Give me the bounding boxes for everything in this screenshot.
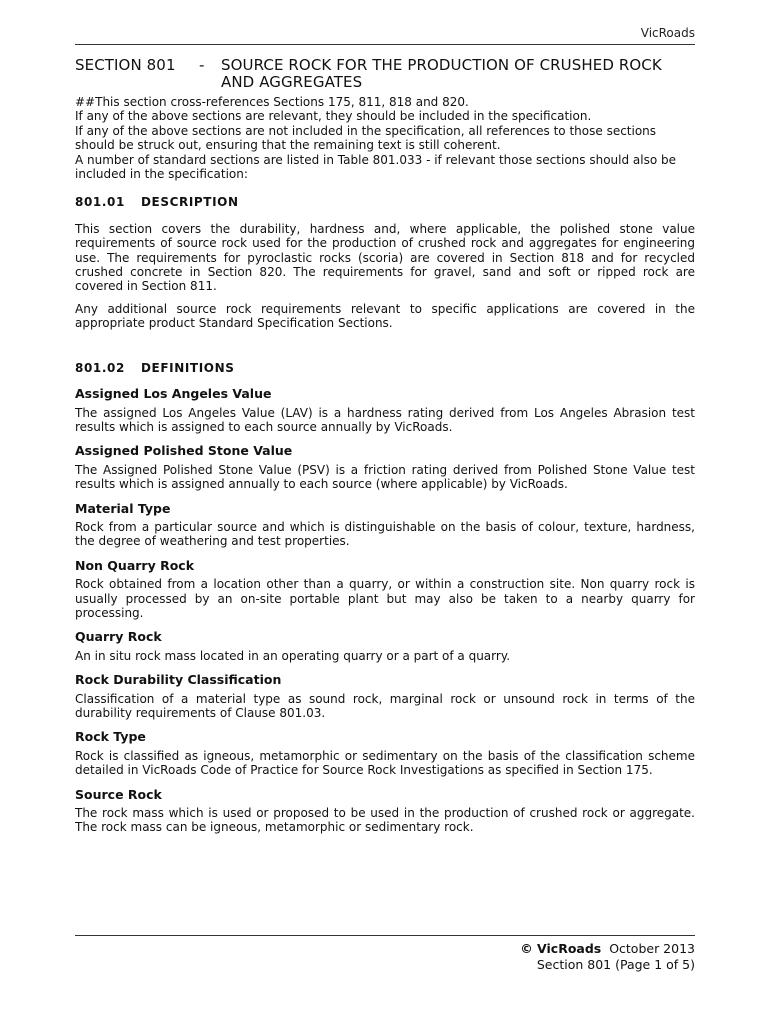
definition-term: Source Rock — [75, 786, 162, 802]
definition-text: Classification of a material type as sound rock, marginal rock or unsound rock in terms of the durability requirements of Clause 801.03. — [75, 691, 695, 720]
footer — [520, 941, 695, 972]
header-brand: VicRoads — [640, 26, 695, 40]
description-paragraph: This section covers the durability, hardness and, where applicable, the polished stone value requirements of source rock used for the production of crushed rock and aggregates for engineering use. The requirements for pyroclastic rocks (scoria) are covered in Section 818 and for recycled crushed concrete in Section 820. The requirements for gravel, sand and soft or ripped rock are covered in Section 811. — [75, 221, 695, 294]
document-page — [75, 0, 695, 1024]
definition-term: Assigned Polished Stone Value — [75, 443, 293, 459]
footer-divider — [75, 935, 695, 936]
definition-text: The rock mass which is used or proposed to be used in the production of crushed rock or aggregate. The rock mass can be igneous, metamorphic or sedimentary rock. — [75, 806, 695, 835]
definition-term: Non Quarry Rock — [75, 557, 195, 573]
clause-heading-801-02 — [75, 361, 695, 375]
definition-text: An in situ rock mass located in an operating quarry or a part of a quarry. — [75, 648, 511, 663]
definition-term: Rock Type — [75, 729, 146, 745]
definition-term: Quarry Rock — [75, 629, 162, 645]
section-heading — [75, 57, 695, 91]
footer-copyright: © VicRoads — [520, 941, 602, 956]
intro-line: If any of the above sections are not included in the specification, all references to those sections should be struck out, ensuring that the remaining text is still coherent. — [75, 123, 657, 153]
definition-text: Rock from a particular source and which is distinguishable on the basis of colour, texture, hardness, the degree of weathering and test properties. — [75, 519, 695, 549]
definition-text: The assigned Los Angeles Value (LAV) is a hardness rating derived from Los Angeles Abrasion test results which is assigned to each source annually by VicRoads. — [75, 405, 695, 434]
definition-term: Assigned Los Angeles Value — [75, 386, 272, 402]
clause-heading-801-01 — [75, 195, 695, 209]
definition-text: The Assigned Polished Stone Value (PSV) is a friction rating derived from Polished Stone Value test results which is assigned annually to each source (where applicable) by VicRoads. — [75, 462, 695, 492]
definition-term: Rock Durability Classification — [75, 672, 282, 688]
intro-line: If any of the above sections are relevant, they should be included in the specification. — [75, 109, 592, 124]
editorial-note — [75, 95, 695, 181]
intro-line: A number of standard sections are listed in Table 801.033 - if relevant those sections should also be included in the specification: — [75, 152, 676, 182]
definition-text: Rock is classified as igneous, metamorphic or sedimentary on the basis of the classification scheme detailed in VicRoads Code of Practice for Source Rock Investigations as specified in Section 175. — [75, 748, 695, 778]
footer-page-number: Section 801 (Page 1 of 5) — [536, 956, 695, 972]
definition-text: Rock obtained from a location other than a quarry, or within a construction site. Non quarry rock is usually processed by an on-site portable plant but may also be taken to a nearby quarry for processing. — [75, 577, 695, 620]
intro-line: ##This section cross-references Sections 175, 811, 818 and 820. — [75, 95, 469, 109]
clause-number: 801.01 — [75, 195, 125, 210]
section-dash: - — [199, 56, 205, 74]
definition-term: Material Type — [75, 500, 171, 516]
section-title: SOURCE ROCK FOR THE PRODUCTION OF CRUSHED ROCK AND AGGREGATES — [221, 56, 662, 91]
description-paragraph: Any additional source rock requirements relevant to specific applications are covered in the appropriate product Standard Specification Sections. — [75, 301, 695, 331]
footer-date: October 2013 — [609, 941, 695, 956]
header-divider — [75, 44, 695, 45]
section-number: SECTION 801 — [75, 56, 176, 74]
document-body — [75, 95, 695, 843]
clause-title: DESCRIPTION — [141, 195, 239, 210]
clause-title: DEFINITIONS — [141, 360, 235, 375]
clause-number: 801.02 — [75, 360, 125, 375]
